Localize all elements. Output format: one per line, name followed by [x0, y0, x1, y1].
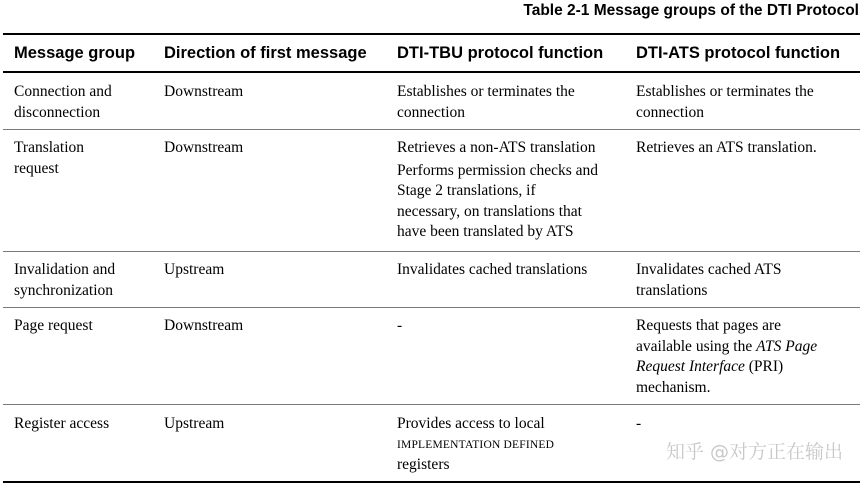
row-4-ats-line: mechanism. [636, 378, 711, 396]
row-2-tbu-line: Retrieves a non-ATS translation [397, 139, 596, 156]
row-4-ats-line [636, 357, 858, 378]
row-5-group: Register access [14, 415, 110, 432]
table-caption: Table 2-1 Message groups of the DTI Protocol [523, 2, 859, 19]
row-3-group [14, 260, 154, 301]
row-3-ats [636, 260, 858, 301]
row-divider [3, 307, 860, 308]
row-2-tbu [397, 138, 622, 243]
row-3-ats-line: Invalidates cached ATS [636, 261, 782, 278]
row-1-direction: Downstream [164, 83, 244, 100]
row-4-group: Page request [14, 317, 93, 334]
table-bottom-rule [3, 481, 860, 483]
row-1-ats-line: connection [636, 103, 705, 121]
row-2-tbu-line: necessary, on translations that [397, 202, 582, 220]
row-2-ats: Retrieves an ATS translation. [636, 139, 817, 156]
header-message-group: Message group [14, 44, 136, 62]
row-2-tbu-line: Performs permission checks and [397, 161, 599, 179]
row-1-group-line: Connection and [14, 83, 112, 100]
header-dti-tbu: DTI-TBU protocol function [397, 44, 604, 62]
row-5-direction: Upstream [164, 415, 225, 432]
row-4-tbu: - [397, 317, 403, 334]
row-4-direction: Downstream [164, 317, 244, 334]
row-1-tbu [397, 82, 622, 123]
row-1-tbu-line: Establishes or terminates the [397, 83, 575, 100]
row-4-ats [636, 316, 858, 398]
row-2-tbu-line: have been translated by ATS [397, 223, 574, 240]
row-2-group-line: request [14, 159, 59, 177]
row-3-group-line: Invalidation and [14, 261, 116, 278]
row-2-tbu-line: Stage 2 translations, if [397, 182, 536, 199]
row-5-tbu [397, 414, 622, 476]
row-divider [3, 251, 860, 252]
row-5-tbu-smallcaps: IMPLEMENTATION DEFINED [397, 438, 555, 451]
row-2-tbu-paragraph [397, 161, 622, 243]
header-dti-ats: DTI-ATS protocol function [636, 44, 841, 62]
row-1-tbu-line: connection [397, 103, 466, 121]
row-2-group-line: Translation [14, 139, 85, 156]
row-4-ats-italic: ATS Page [756, 337, 818, 355]
row-2-group [14, 138, 154, 179]
row-1-ats-line: Establishes or terminates the [636, 83, 814, 100]
row-1-group-line: disconnection [14, 103, 101, 121]
row-4-ats-text: (PRI) [744, 358, 784, 375]
row-2-direction: Downstream [164, 139, 244, 156]
row-3-group-line: synchronization [14, 281, 114, 299]
row-4-ats-line [636, 337, 858, 358]
row-3-tbu: Invalidates cached translations [397, 261, 588, 278]
header-direction: Direction of first message [164, 44, 367, 62]
header-rule [3, 71, 860, 73]
row-1-ats [636, 82, 858, 123]
row-4-ats-text: available using the [636, 337, 757, 355]
row-1-group [14, 82, 154, 123]
row-3-ats-line: translations [636, 281, 708, 299]
row-4-ats-italic: Request Interface [636, 358, 745, 375]
row-4-ats-line: Requests that pages are [636, 317, 782, 334]
row-divider [3, 129, 860, 130]
row-5-tbu-line: Provides access to local [397, 415, 545, 432]
row-divider [3, 404, 860, 405]
table-top-rule [3, 33, 860, 35]
row-5-tbu-line: registers [397, 456, 450, 473]
watermark: 知乎 @对方正在输出 [665, 441, 843, 463]
row-5-ats: - [636, 415, 642, 432]
row-3-direction: Upstream [164, 261, 225, 278]
